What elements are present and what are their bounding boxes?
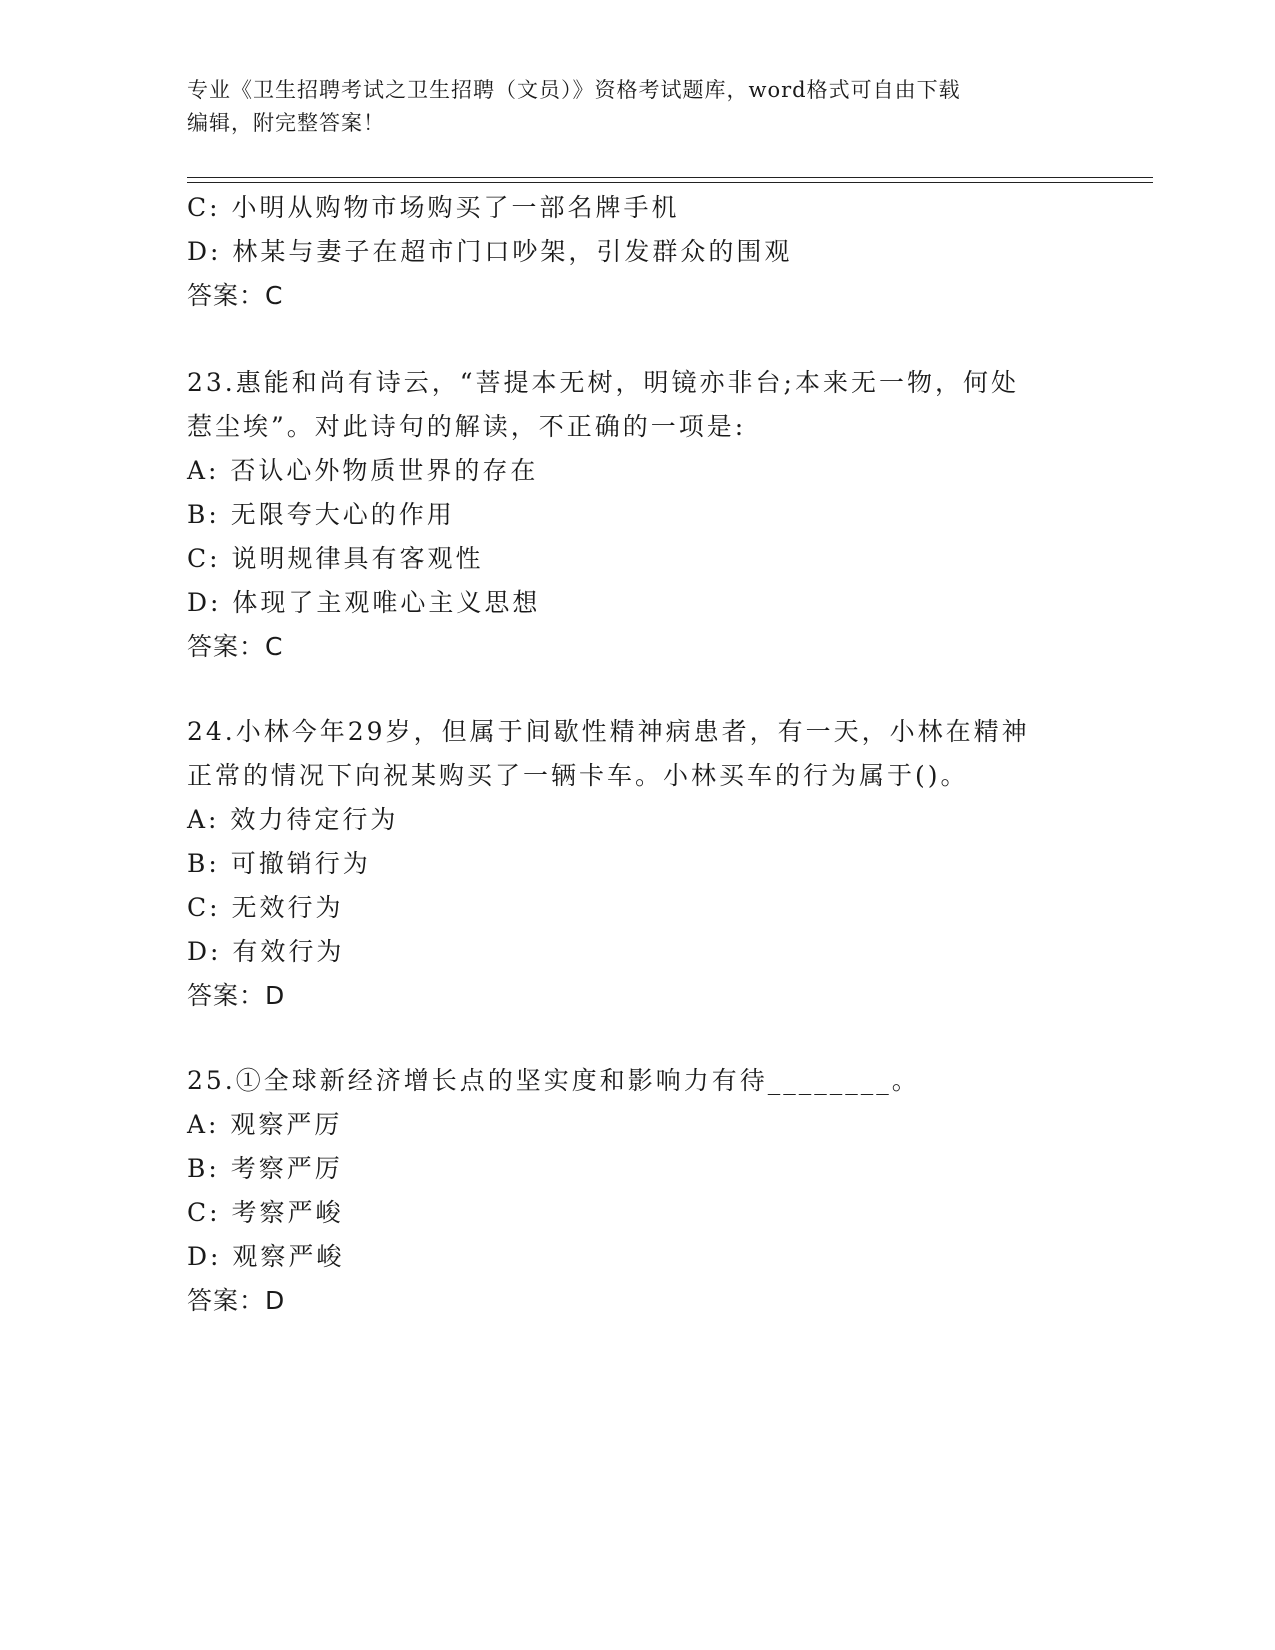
q24-answer: 答案：D <box>187 981 286 1010</box>
q23-stem-line-1: 23.惠能和尚有诗云，“菩提本无树，明镜亦非台;本来无一物，何处 <box>187 368 1019 397</box>
q23-option-a: A: 否认心外物质世界的存在 <box>187 456 539 485</box>
q22-answer: 答案：C <box>187 281 284 310</box>
q23-option-d: D: 体现了主观唯心主义思想 <box>187 588 541 617</box>
q25-answer: 答案：D <box>187 1286 286 1315</box>
q24-option-c: C: 无效行为 <box>187 893 344 922</box>
q23-stem-line-2: 惹尘埃”。对此诗句的解读，不正确的一项是: <box>187 412 747 441</box>
q24-stem-line-2: 正常的情况下向祝某购买了一辆卡车。小林买车的行为属于()。 <box>187 761 969 790</box>
q25-option-b: B: 考察严厉 <box>187 1154 343 1183</box>
q24-stem-line-1: 24.小林今年29岁，但属于间歇性精神病患者，有一天，小林在精神 <box>187 717 1030 746</box>
q24-option-b: B: 可撤销行为 <box>187 849 371 878</box>
q24-option-a: A: 效力待定行为 <box>187 805 399 834</box>
header-line-2: 编辑，附完整答案！ <box>187 111 385 135</box>
header-line-1: 专业《卫生招聘考试之卫生招聘（文员）》资格考试题库，word格式可自由下载 <box>187 78 961 102</box>
header-divider-top <box>187 177 1153 178</box>
q25-option-d: D: 观察严峻 <box>187 1242 345 1271</box>
q23-option-b: B: 无限夸大心的作用 <box>187 500 455 529</box>
q25-stem-line-1: 25.①全球新经济增长点的坚实度和影响力有待________。 <box>187 1066 920 1095</box>
document-header <box>187 74 1087 140</box>
q23-option-c: C: 说明规律具有客观性 <box>187 544 484 573</box>
q23-answer: 答案：C <box>187 632 284 661</box>
q22-option-d: D: 林某与妻子在超市门口吵架，引发群众的围观 <box>187 237 793 266</box>
q24-option-d: D: 有效行为 <box>187 937 345 966</box>
q22-option-c: C: 小明从购物市场购买了一部名牌手机 <box>187 193 680 222</box>
q25-option-a: A: 观察严厉 <box>187 1110 343 1139</box>
q25-option-c: C: 考察严峻 <box>187 1198 344 1227</box>
header-divider-bottom <box>187 182 1153 183</box>
